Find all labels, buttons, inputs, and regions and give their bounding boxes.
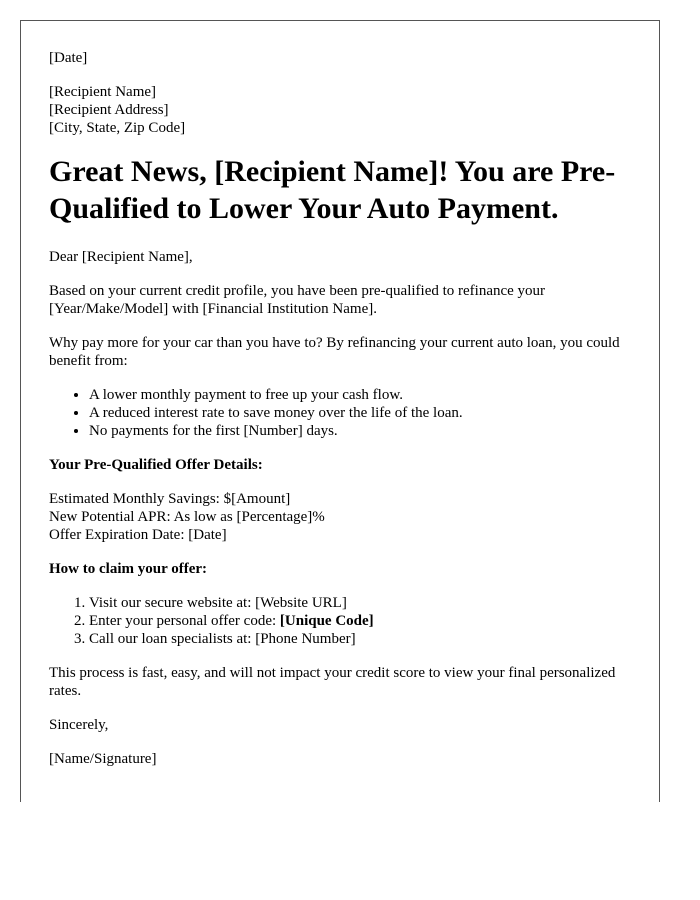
benefit-item: • A lower monthly payment to free up your cash flow. [89,386,631,404]
benefit-item: • No payments for the first [Number] days. [89,422,631,440]
claim-steps-list [49,594,631,648]
claim-step-code [89,612,631,630]
recipient-name: [Recipient Name] [49,84,157,100]
offer-details-block [49,490,631,544]
closing: Sincerely, [49,717,109,733]
signature: [Name/Signature] [49,751,157,767]
claim-offer-title: How to claim your offer: [49,561,208,577]
claim-step-code-label: Enter your personal offer code: [89,613,280,629]
recipient-city-state-zip: [City, State, Zip Code] [49,120,186,136]
salutation: Dear [Recipient Name], [49,249,193,265]
intro-paragraph: Based on your current credit profile, you have been pre-qualified to refinance your [Year/Make/Model] with [Financial Institution Name]. [49,283,546,317]
benefits-list [49,386,631,440]
offer-details-title: Your Pre-Qualified Offer Details: [49,457,263,473]
process-note: This process is fast, easy, and will not impact your credit score to view your final personalized rates. [49,665,616,699]
offer-expiration: Offer Expiration Date: [Date] [49,527,227,543]
letter-headline: Great News, [Recipient Name]! You are Pre-Qualified to Lower Your Auto Payment. [49,155,616,225]
why-paragraph: Why pay more for your car than you have to? By refinancing your current auto loan, you could benefit from: [49,335,620,369]
offer-apr: New Potential APR: As low as [Percentage]% [49,509,325,525]
offer-monthly-savings: Estimated Monthly Savings: $[Amount] [49,491,291,507]
recipient-address-block [49,83,631,137]
claim-step-phone: 3. Call our loan specialists at: [Phone Number] [89,630,631,648]
letter-date: [Date] [49,50,88,66]
recipient-address: [Recipient Address] [49,102,169,118]
unique-offer-code: [Unique Code] [279,613,374,629]
benefit-item: • A reduced interest rate to save money over the life of the loan. [89,404,631,422]
letter-page [20,20,660,802]
claim-step-website: 1. Visit our secure website at: [Website URL] [89,594,631,612]
